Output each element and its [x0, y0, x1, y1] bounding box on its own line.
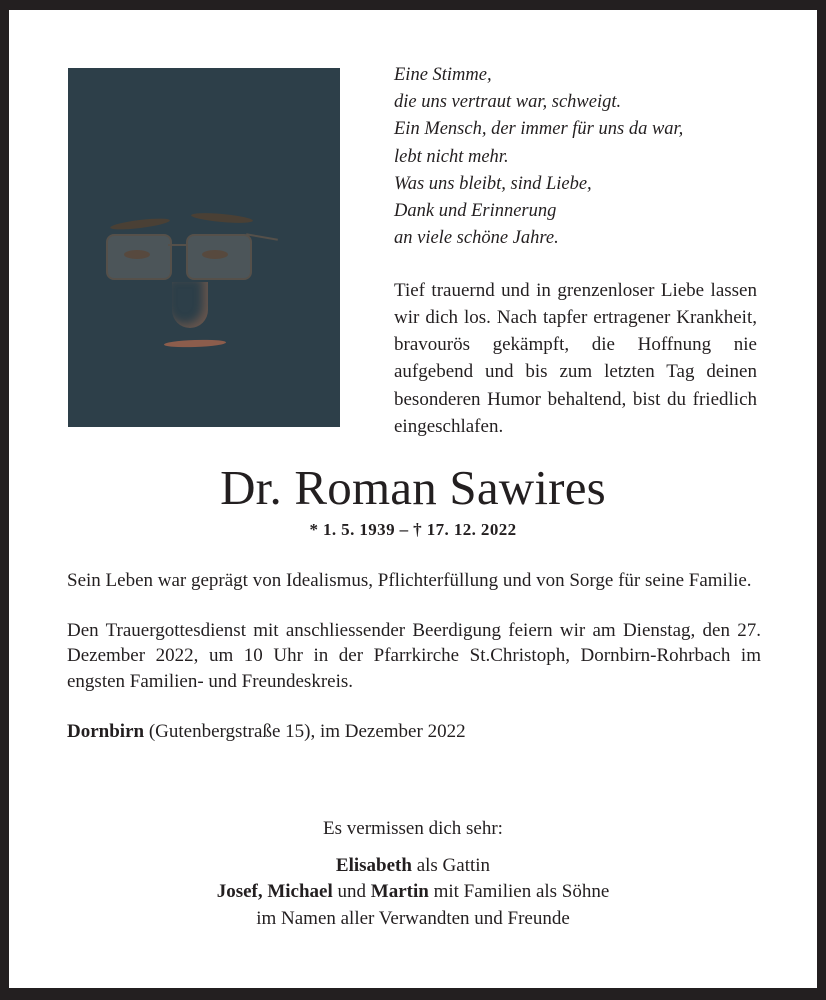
notice-body [67, 568, 761, 768]
notice-sheet [9, 10, 817, 988]
place-city: Dornbirn [67, 720, 145, 742]
verse-line: die uns vertraut war, schweigt. [394, 92, 622, 113]
nose [172, 282, 208, 328]
verse-line: Dank und Erinnerung [394, 200, 557, 221]
survivors-section [9, 816, 817, 932]
survivor-relation-sons: mit Familien als Söhne [428, 881, 610, 903]
verse-line: an viele schöne Jahre. [394, 228, 559, 249]
verse-line: Was uns bleibt, sind Liebe, [394, 173, 592, 194]
survivors-final-line: im Namen aller Verwandten und Freunde [256, 907, 570, 929]
eyebrow-left [110, 216, 171, 231]
survivor-line-sons [9, 879, 817, 906]
portrait-photo [68, 68, 340, 427]
eyeglasses-lens-left [106, 234, 172, 280]
survivor-relation: als Gattin [411, 854, 491, 876]
deceased-name-block [9, 462, 817, 540]
survivor-names-a: Josef, Michael [216, 881, 333, 903]
top-section [9, 10, 817, 437]
verse-line: Eine Stimme, [394, 65, 492, 85]
eyeglasses-bridge [168, 244, 186, 246]
place-and-date-line [67, 719, 761, 745]
life-dates: * 1. 5. 1939 – † 17. 12. 2022 [309, 519, 517, 539]
page-title: Dr. Roman Sawires [220, 460, 606, 515]
biography-paragraph: Sein Leben war geprägt von Idealismus, Pflichterfüllung und von Sorge für seine Familie. [67, 570, 752, 591]
portrait-image [68, 68, 340, 427]
eyeglasses-lens-right [186, 234, 252, 280]
mourning-statement: Tief trauernd und in grenzenloser Liebe lassen wir dich los. Nach tapfer ertragener Krankheit, bravourös gekämpft, die Hoffnung nie aufgebend und bis zum letzten Tag deinen besonderen Humor behaltend, bist du friedlich eingeschlafen. [394, 280, 757, 437]
eyebrow-right [191, 211, 253, 224]
verse-line: Ein Mensch, der immer für uns da war, [394, 119, 684, 140]
survivors-lead: Es vermissen dich sehr: [323, 818, 503, 839]
survivor-line-spouse [9, 853, 817, 880]
survivor-connector: und [332, 881, 371, 903]
survivor-name: Elisabeth [335, 854, 412, 876]
memorial-verse [394, 62, 754, 252]
verse-line: lebt nicht mehr. [394, 146, 509, 167]
survivor-name-b: Martin [370, 881, 429, 903]
mouth [164, 339, 226, 348]
place-address-date: (Gutenbergstraße 15), im Dezember 2022 [144, 720, 466, 742]
funeral-details-paragraph: Den Trauergottesdienst mit anschliessender Beerdigung feiern wir am Dienstag, den 27. Dezember 2022, um 10 Uhr in der Pfarrkirche St.Christoph, Dornbirn-Rohrbach im engsten Familien- und Freundeskreis. [67, 619, 761, 692]
